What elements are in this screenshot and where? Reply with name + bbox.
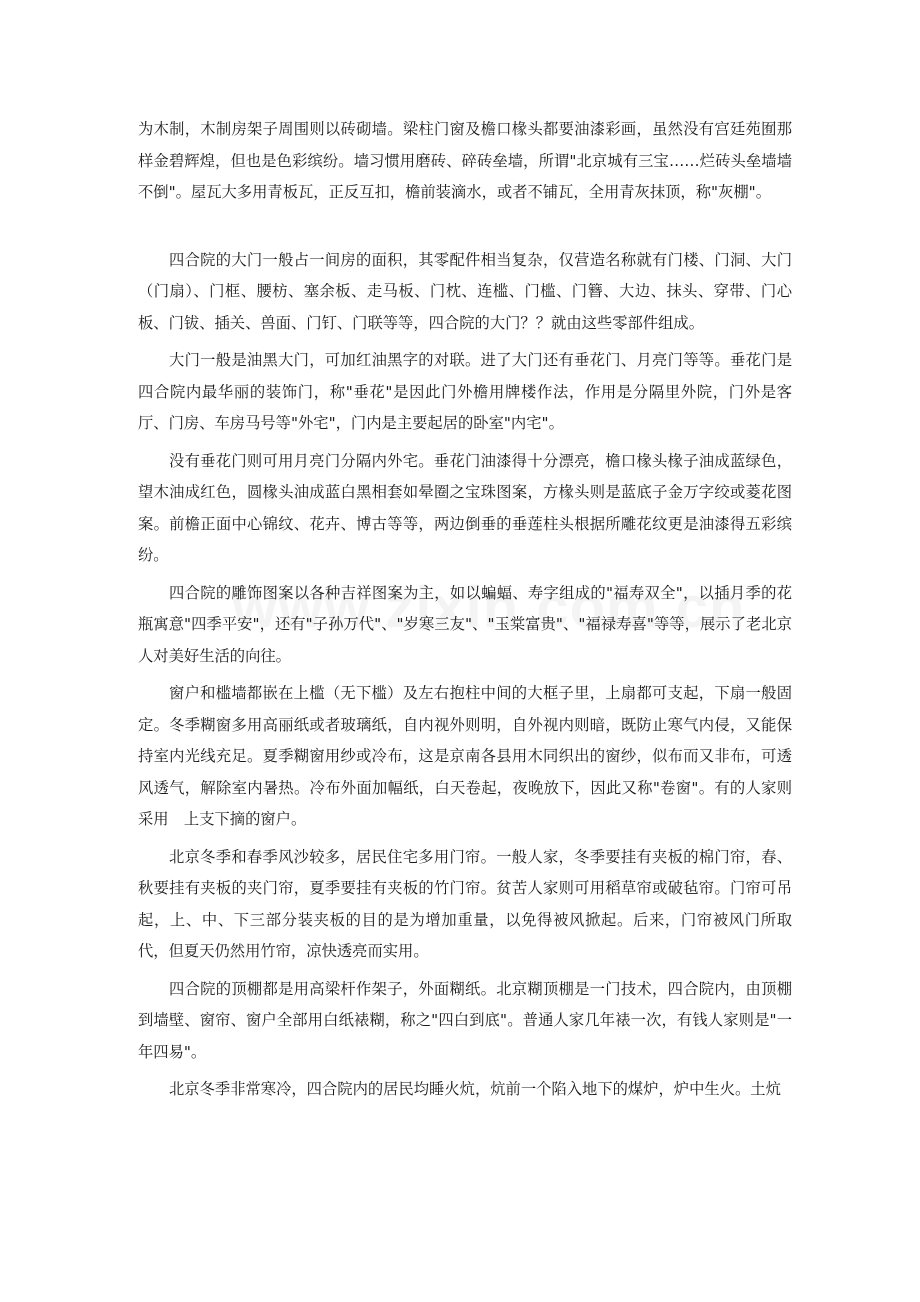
body-text bbox=[138, 114, 792, 1106]
paragraph-3: 大门一般是油黑大门，可加红油黑字的对联。进了大门还有垂花门、月亮门等等。垂花门是四合院内最华丽的装饰门，称"垂花"是因此门外檐用牌楼作法，作用是分隔里外院，门外是客厅、门房、车房马号等"外宅"，门内是主要起居的卧室"内宅"。 bbox=[138, 351, 792, 432]
paragraph-1: 为木制，木制房架子周围则以砖砌墙。梁柱门窗及檐口椽头都要油漆彩画，虽然没有宫廷苑囿那样金碧辉煌，但也是色彩缤纷。墙习惯用磨砖、碎砖垒墙，所谓"北京城有三宝……烂砖头垒墙墙不倒"。屋瓦大多用青板瓦，正反互扣，檐前装滴水，或者不铺瓦，全用青灰抹顶，称"灰棚"。 bbox=[138, 120, 792, 201]
paragraph-5: 四合院的雕饰图案以各种吉祥图案为主，如以蝙蝠、寿字组成的"福寿双全"，以插月季的花瓶寓意"四季平安"，还有"子孙万代"、"岁寒三友"、"玉棠富贵"、"福禄寿喜"等等，展示了老北京人对美好生活的向往。 bbox=[138, 583, 792, 665]
paragraph-7: 北京冬季和春季风沙较多，居民住宅多用门帘。一般人家，冬季要挂有夹板的棉门帘，春、秋要挂有夹板的夹门帘，夏季要挂有夹板的竹门帘。贫苦人家则可用稻草帘或破毡帘。门帘可吊起，上、中、下三部分装夹板的目的是为增加重量，以免得被风掀起。后来，门帘被风门所取代，但夏天仍然用竹帘，凉快透亮而实用。 bbox=[138, 847, 792, 960]
paragraph-9: 北京冬季非常寒冷，四合院内的居民均睡火炕，炕前一个陷入地下的煤炉，炉中生火。土炕 bbox=[169, 1080, 781, 1098]
paragraph-8: 四合院的顶棚都是用高梁杆作架子，外面糊纸。北京糊顶棚是一门技术，四合院内，由顶棚到墙壁、窗帘、窗户全部用白纸裱糊，称之"四白到底"。普通人家几年裱一次，有钱人家则是"一年四易"。 bbox=[138, 979, 792, 1061]
paragraph-6: 窗户和槛墙都嵌在上槛（无下槛）及左右抱柱中间的大框子里，上扇都可支起，下扇一般固定。冬季糊窗多用高丽纸或者玻璃纸，自内视外则明，自外视内则暗，既防止寒气内侵，又能保持室内光线充足。夏季糊窗用纱或冷布，这是京南各县用木同织出的窗纱，似布而又非布，可透风透气，解除室内暑热。冷布外面加幅纸，白天卷起，夜晚放下，因此又称"卷窗"。有的人家则采用 上支下摘的窗户。 bbox=[138, 684, 792, 828]
paragraph-4: 没有垂花门则可用月亮门分隔内外宅。垂花门油漆得十分漂亮，檐口椽头椽子油成蓝绿色，望木油成红色，圆椽头油成蓝白黑相套如晕圈之宝珠图案，方椽头则是蓝底子金万字绞或菱花图案。前檐正面中心锦纹、花卉、博古等等，两边倒垂的垂莲柱头根据所雕花纹更是油漆得五彩缤纷。 bbox=[138, 451, 792, 564]
paragraph-2: 四合院的大门一般占一间房的面积，其零配件相当复杂，仅营造名称就有门楼、门洞、大门（门扇）、门框、腰枋、塞余板、走马板、门枕、连槛、门槛、门簪、大边、抹头、穿带、门心板、门钹、插关、兽面、门钉、门联等等，四合院的大门？？就由这些零部件组成。 bbox=[138, 250, 792, 332]
